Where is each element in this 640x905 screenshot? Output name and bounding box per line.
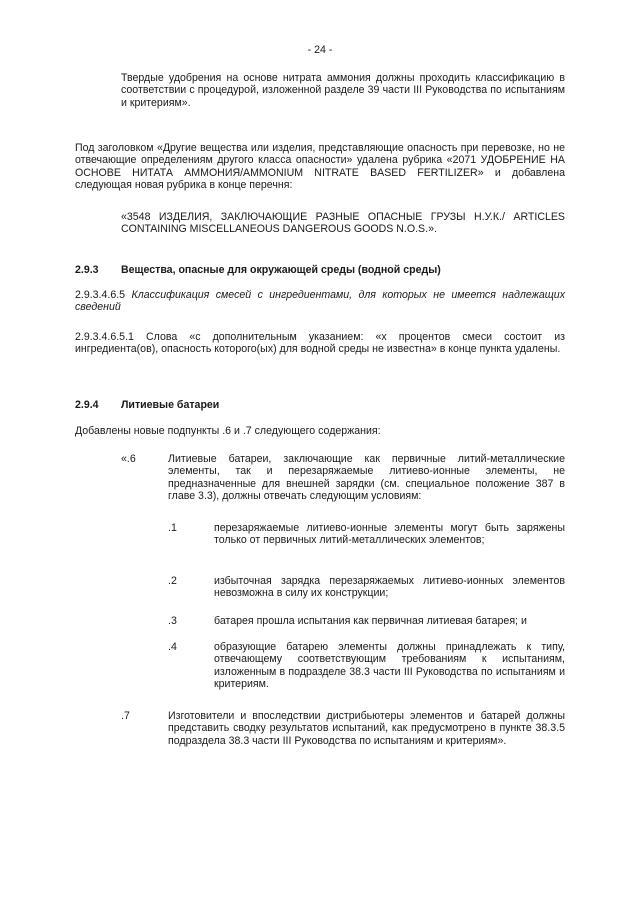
item-7-label: .7 [121, 710, 130, 722]
item-6-label: «.6 [121, 453, 136, 465]
subitem-2-text: избыточная зарядка перезаряжаемых литиево-ионных элементов невозможна в силу их конструкции; [214, 575, 565, 600]
section-title-2-9-3: Вещества, опасные для окружающей среды (водной среды) [121, 264, 441, 276]
subitem-4-label: .4 [168, 641, 177, 653]
subitem-3-label: .3 [168, 615, 177, 627]
paragraph-2-9-3-4-6-5-1: 2.9.3.4.6.5.1 Слова «с дополнительным указанием: «х процентов смеси состоит из ингредиента(ов), опасность которого(ых) для водной среды не известна» в конце пункта удалены. [75, 331, 565, 356]
section-number-2-9-4: 2.9.4 [75, 399, 99, 411]
section-number-2-9-3: 2.9.3 [75, 264, 99, 276]
subitem-4-text: образующие батарею элементы должны принадлежать к типу, отвечающему соответствующим требованиям к испытаниям, изложенным в подразделе 38.3 части III Руководства по испытаниям и критериям. [214, 641, 565, 691]
subitem-1-label: .1 [168, 522, 177, 534]
paragraph-number: 2.9.3.4.6.5 [75, 289, 126, 301]
paragraph-title-italic: Классификация смесей с ингредиентами, для которых не имеется надлежащих сведений [75, 289, 565, 314]
item-6-text: Литиевые батареи, заключающие как первичные литий-металлические элементы, так и перезаряжаемые литиево-ионные элементы, не предназначенные для внешней зарядки (см. специальное положение 387 в главе 3.3), должны отвечать следующим условиям: [168, 453, 565, 503]
item-7-text: Изготовители и впоследствии дистрибьютеры элементов и батарей должны представить сводку результатов испытаний, как предусмотрено в пункте 38.3.5 подраздела 38.3 части III Руководства по испытаниям и критериям». [168, 710, 565, 747]
paragraph-ammonium-nitrate: Твердые удобрения на основе нитрата аммония должны проходить классификацию в соответствии с процедурой, изложенной разделе 39 части III Руководства по испытаниям и критериям». [121, 72, 565, 109]
paragraph-new-subitems: Добавлены новые подпункты .6 и .7 следующего содержания: [75, 425, 381, 437]
subitem-1-text: перезаряжаемые литиево-ионные элементы могут быть заряжены только от первичных литий-металлических элементов; [214, 522, 565, 547]
page-number: - 24 - [307, 44, 333, 56]
paragraph-2-9-3-4-6-5 [75, 289, 565, 314]
paragraph-new-entry-3548: «3548 ИЗДЕЛИЯ, ЗАКЛЮЧАЮЩИЕ РАЗНЫЕ ОПАСНЫЕ ГРУЗЫ Н.У.К./ ARTICLES CONTAINING MISCELLANEOUS DANGEROUS GOODS N.O.S.». [121, 211, 565, 236]
subitem-3-text: батарея прошла испытания как первичная литиевая батарея; и [214, 615, 527, 627]
section-title-2-9-4: Литиевые батареи [121, 399, 220, 411]
subitem-2-label: .2 [168, 575, 177, 587]
paragraph-heading-change: Под заголовком «Другие вещества или изделия, представляющие опасность при перевозке, но не отвечающие определениям другого класса опасности» удалена рубрика «2071 УДОБРЕНИЕ НА ОСНОВЕ НИТАТА АММОНИЯ/AMMONIUM NITRATE BASED FERTILIZER» и добавлена следующая новая рубрика в конце перечня: [75, 142, 565, 192]
